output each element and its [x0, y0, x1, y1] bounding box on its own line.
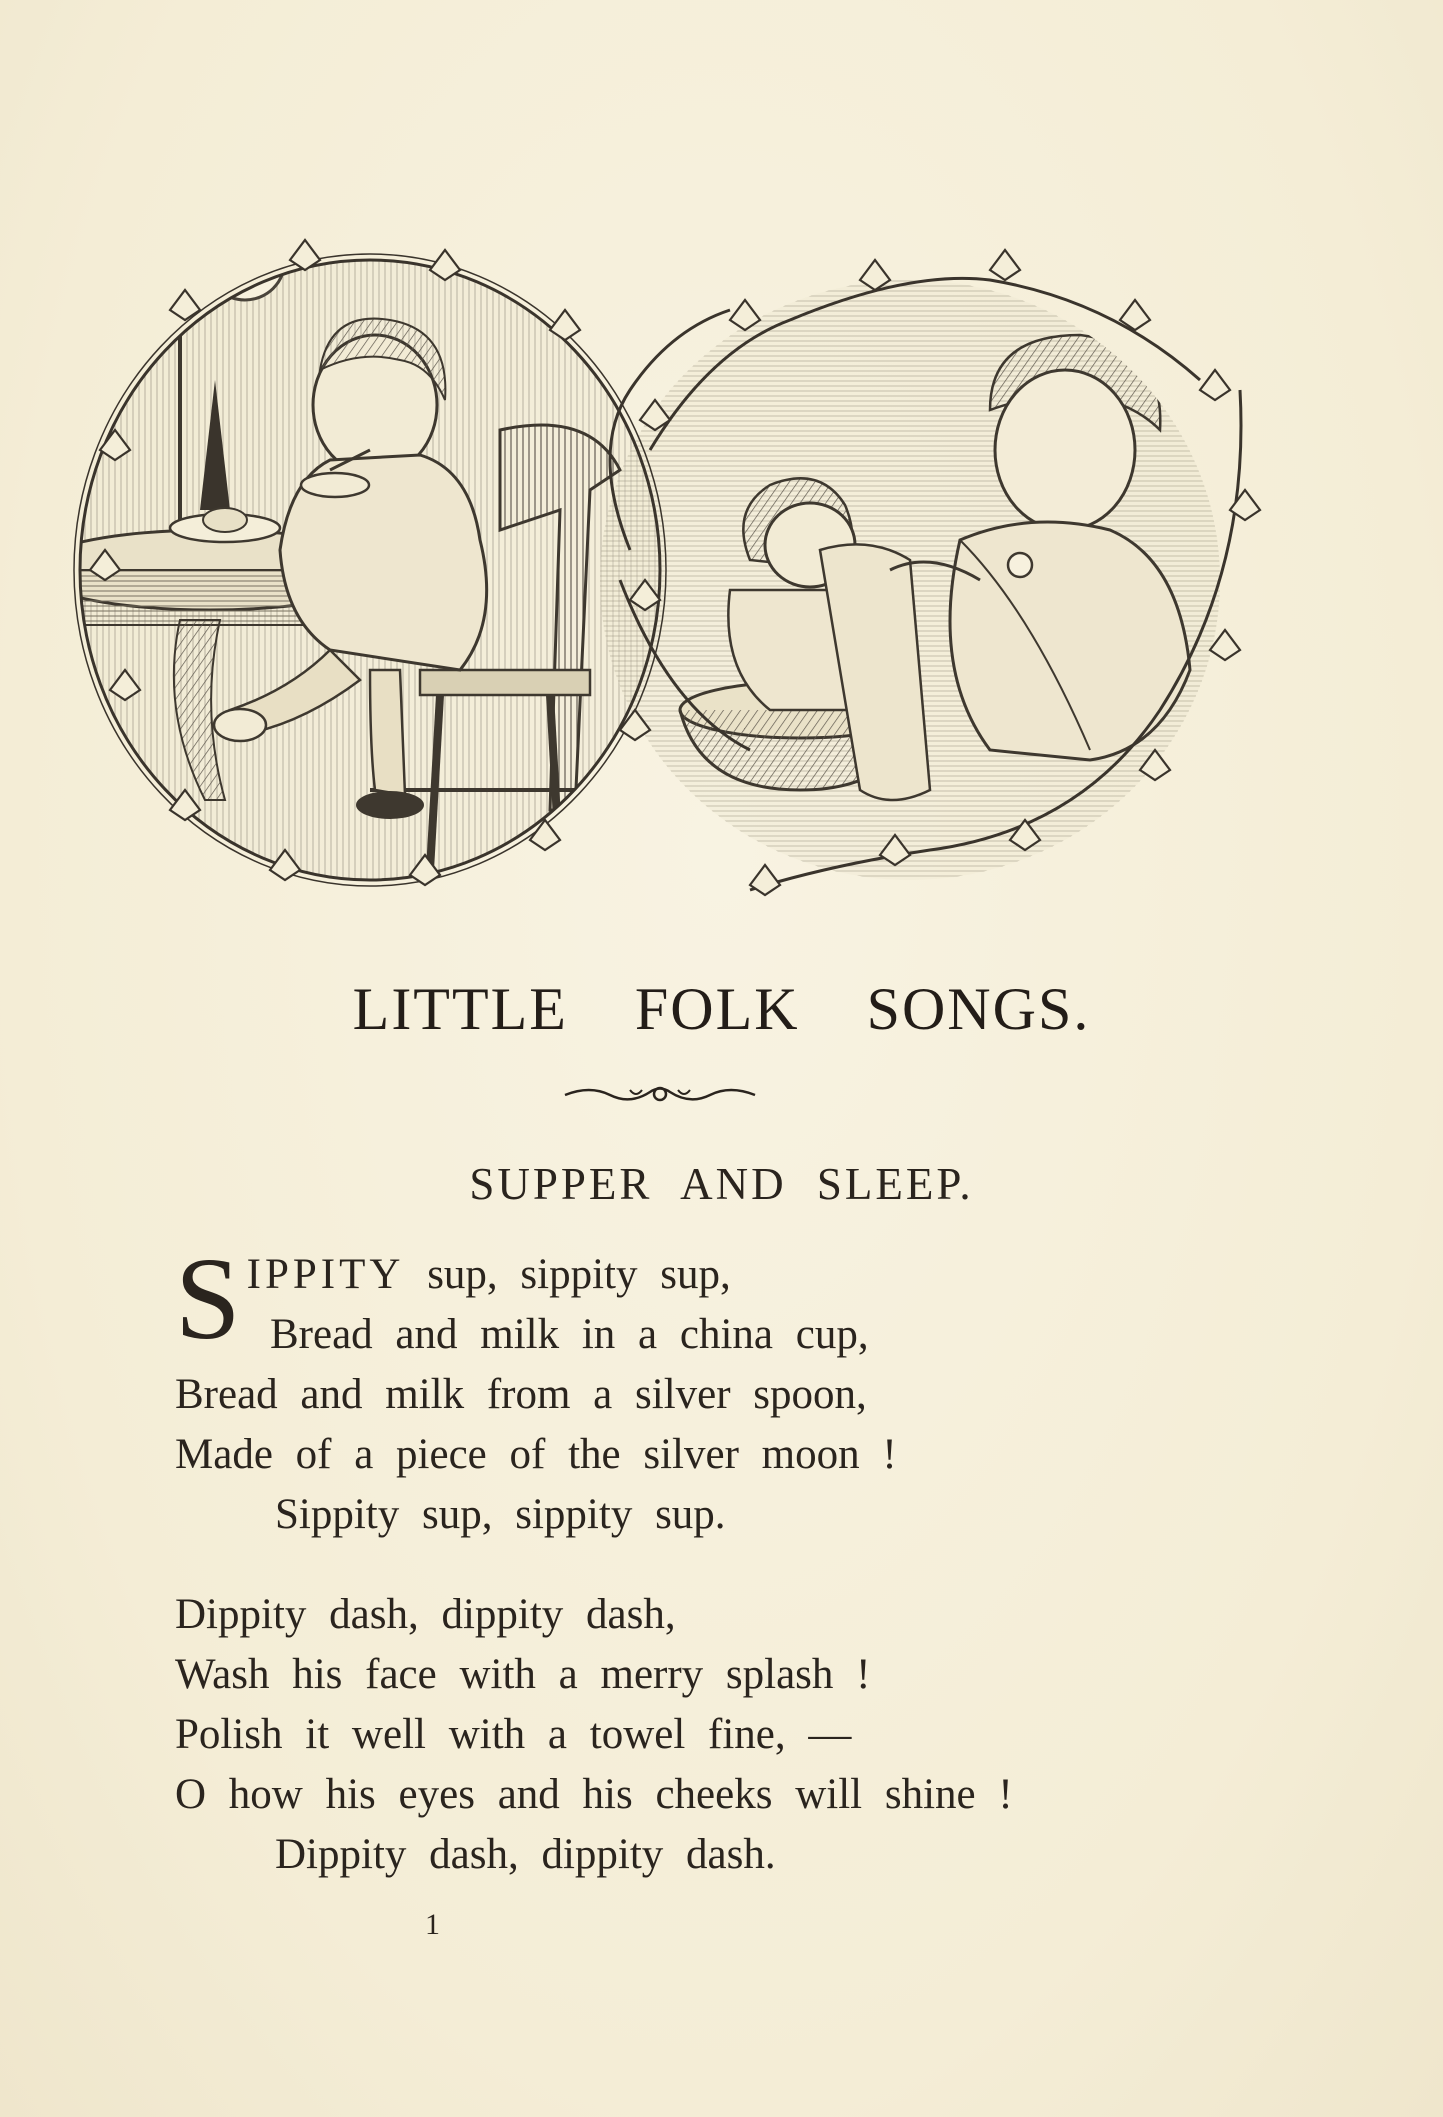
- right-vignette: [600, 280, 1240, 900]
- title-ornament-flourish: [560, 1080, 760, 1110]
- small-caps-word: IPPITY: [246, 1251, 405, 1298]
- poem-line: Bread and milk from a silver spoon,: [175, 1371, 867, 1418]
- stanza-2: [175, 1585, 1275, 1885]
- left-vignette: [30, 210, 670, 890]
- page-title: LITTLE FOLK SONGS.: [352, 976, 1091, 1042]
- poem-line: Bread and milk in a china cup,: [270, 1311, 869, 1358]
- poem-title: SUPPER AND SLEEP.: [469, 1159, 974, 1209]
- page-number: 1: [425, 1908, 440, 1941]
- poem-line: Polish it well with a towel fine, —: [175, 1711, 852, 1758]
- poem-line: Wash his face with a merry splash !: [175, 1651, 871, 1698]
- engraved-illustration: [30, 150, 1270, 930]
- poem-line: [175, 1245, 1275, 1305]
- poem-body: [175, 1233, 1275, 1885]
- poem-line: O how his eyes and his cheeks will shine !: [175, 1771, 1013, 1818]
- line-rest: sup, sippity sup,: [404, 1251, 731, 1298]
- poem-line: Made of a piece of the silver moon !: [175, 1431, 897, 1478]
- poem-line: Sippity sup, sippity sup.: [275, 1491, 726, 1538]
- poem-line: Dippity dash, dippity dash,: [175, 1591, 676, 1638]
- stanza-1: [175, 1233, 1275, 1545]
- poem-line: Dippity dash, dippity dash.: [275, 1831, 776, 1878]
- drop-cap: S: [175, 1233, 241, 1364]
